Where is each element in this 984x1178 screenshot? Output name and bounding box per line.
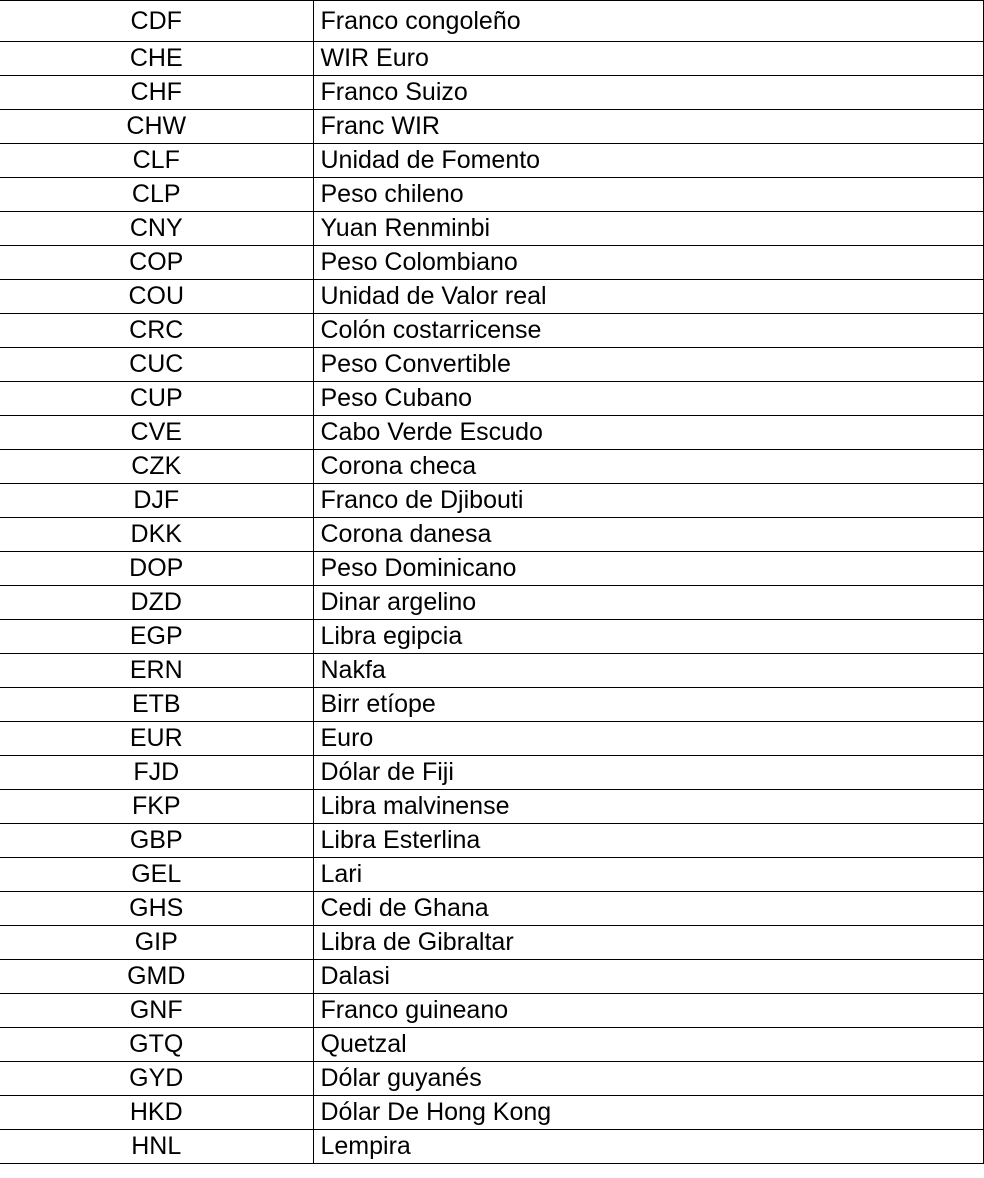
currency-code-cell: GIP [0, 926, 313, 960]
table-row [0, 178, 983, 212]
currency-table-body [0, 1, 983, 1164]
currency-name-cell: Franco congoleño [313, 1, 983, 42]
currency-name-cell: Birr etíope [313, 688, 983, 722]
currency-name-cell: Peso Cubano [313, 382, 983, 416]
table-row [0, 144, 983, 178]
table-row [0, 1096, 983, 1130]
currency-code-cell: GYD [0, 1062, 313, 1096]
currency-name-cell: Peso Colombiano [313, 246, 983, 280]
currency-code-cell: CHW [0, 110, 313, 144]
currency-name-cell: Dólar guyanés [313, 1062, 983, 1096]
currency-name-cell: Libra malvinense [313, 790, 983, 824]
currency-name-cell: Libra Esterlina [313, 824, 983, 858]
currency-code-cell: CHF [0, 76, 313, 110]
currency-name-cell: Corona checa [313, 450, 983, 484]
currency-code-cell: CZK [0, 450, 313, 484]
currency-code-cell: HNL [0, 1130, 313, 1164]
currency-name-cell: Dólar de Fiji [313, 756, 983, 790]
currency-name-cell: WIR Euro [313, 42, 983, 76]
currency-name-cell: Franco Suizo [313, 76, 983, 110]
table-row [0, 1028, 983, 1062]
currency-code-cell: CRC [0, 314, 313, 348]
currency-name-cell: Yuan Renminbi [313, 212, 983, 246]
currency-code-cell: FJD [0, 756, 313, 790]
currency-code-cell: GMD [0, 960, 313, 994]
currency-code-cell: CDF [0, 1, 313, 42]
table-row [0, 76, 983, 110]
currency-code-cell: ETB [0, 688, 313, 722]
table-row [0, 688, 983, 722]
table-row [0, 552, 983, 586]
currency-code-cell: CUP [0, 382, 313, 416]
currency-code-cell: GTQ [0, 1028, 313, 1062]
table-row [0, 994, 983, 1028]
currency-name-cell: Corona danesa [313, 518, 983, 552]
table-row [0, 586, 983, 620]
currency-code-cell: ERN [0, 654, 313, 688]
currency-name-cell: Dólar De Hong Kong [313, 1096, 983, 1130]
currency-name-cell: Peso Dominicano [313, 552, 983, 586]
currency-code-cell: COP [0, 246, 313, 280]
currency-code-cell: EUR [0, 722, 313, 756]
table-row [0, 858, 983, 892]
table-row [0, 246, 983, 280]
table-row [0, 110, 983, 144]
currency-code-cell: CNY [0, 212, 313, 246]
currency-name-cell: Franco guineano [313, 994, 983, 1028]
currency-name-cell: Euro [313, 722, 983, 756]
table-row [0, 280, 983, 314]
currency-name-cell: Peso Convertible [313, 348, 983, 382]
currency-name-cell: Franco de Djibouti [313, 484, 983, 518]
table-row [0, 654, 983, 688]
currency-code-cell: GEL [0, 858, 313, 892]
currency-code-cell: GBP [0, 824, 313, 858]
currency-code-cell: EGP [0, 620, 313, 654]
table-row [0, 892, 983, 926]
currency-name-cell: Dinar argelino [313, 586, 983, 620]
currency-name-cell: Cabo Verde Escudo [313, 416, 983, 450]
currency-code-cell: COU [0, 280, 313, 314]
currency-name-cell: Nakfa [313, 654, 983, 688]
currency-code-cell: CVE [0, 416, 313, 450]
currency-code-cell: CLP [0, 178, 313, 212]
currency-code-cell: DOP [0, 552, 313, 586]
table-row [0, 484, 983, 518]
table-row [0, 450, 983, 484]
currency-name-cell: Peso chileno [313, 178, 983, 212]
table-row [0, 926, 983, 960]
table-row [0, 382, 983, 416]
table-row [0, 1130, 983, 1164]
table-row [0, 756, 983, 790]
table-row [0, 416, 983, 450]
currency-code-cell: CHE [0, 42, 313, 76]
currency-name-cell: Dalasi [313, 960, 983, 994]
currency-name-cell: Quetzal [313, 1028, 983, 1062]
table-row [0, 620, 983, 654]
currency-name-cell: Franc WIR [313, 110, 983, 144]
table-row [0, 960, 983, 994]
table-row [0, 518, 983, 552]
currency-name-cell: Lari [313, 858, 983, 892]
currency-name-cell: Cedi de Ghana [313, 892, 983, 926]
table-row [0, 824, 983, 858]
currency-code-cell: DJF [0, 484, 313, 518]
table-row [0, 348, 983, 382]
currency-code-cell: DZD [0, 586, 313, 620]
currency-code-cell: DKK [0, 518, 313, 552]
currency-code-cell: HKD [0, 1096, 313, 1130]
currency-code-cell: GNF [0, 994, 313, 1028]
currency-name-cell: Libra de Gibraltar [313, 926, 983, 960]
currency-code-cell: CUC [0, 348, 313, 382]
table-row [0, 722, 983, 756]
currency-name-cell: Unidad de Fomento [313, 144, 983, 178]
currency-code-cell: CLF [0, 144, 313, 178]
table-row [0, 1, 983, 42]
currency-code-cell: GHS [0, 892, 313, 926]
table-row [0, 212, 983, 246]
table-row [0, 42, 983, 76]
table-row [0, 314, 983, 348]
table-row [0, 790, 983, 824]
currency-name-cell: Lempira [313, 1130, 983, 1164]
currency-name-cell: Libra egipcia [313, 620, 983, 654]
table-row [0, 1062, 983, 1096]
currency-code-cell: FKP [0, 790, 313, 824]
currency-name-cell: Unidad de Valor real [313, 280, 983, 314]
currency-name-cell: Colón costarricense [313, 314, 983, 348]
